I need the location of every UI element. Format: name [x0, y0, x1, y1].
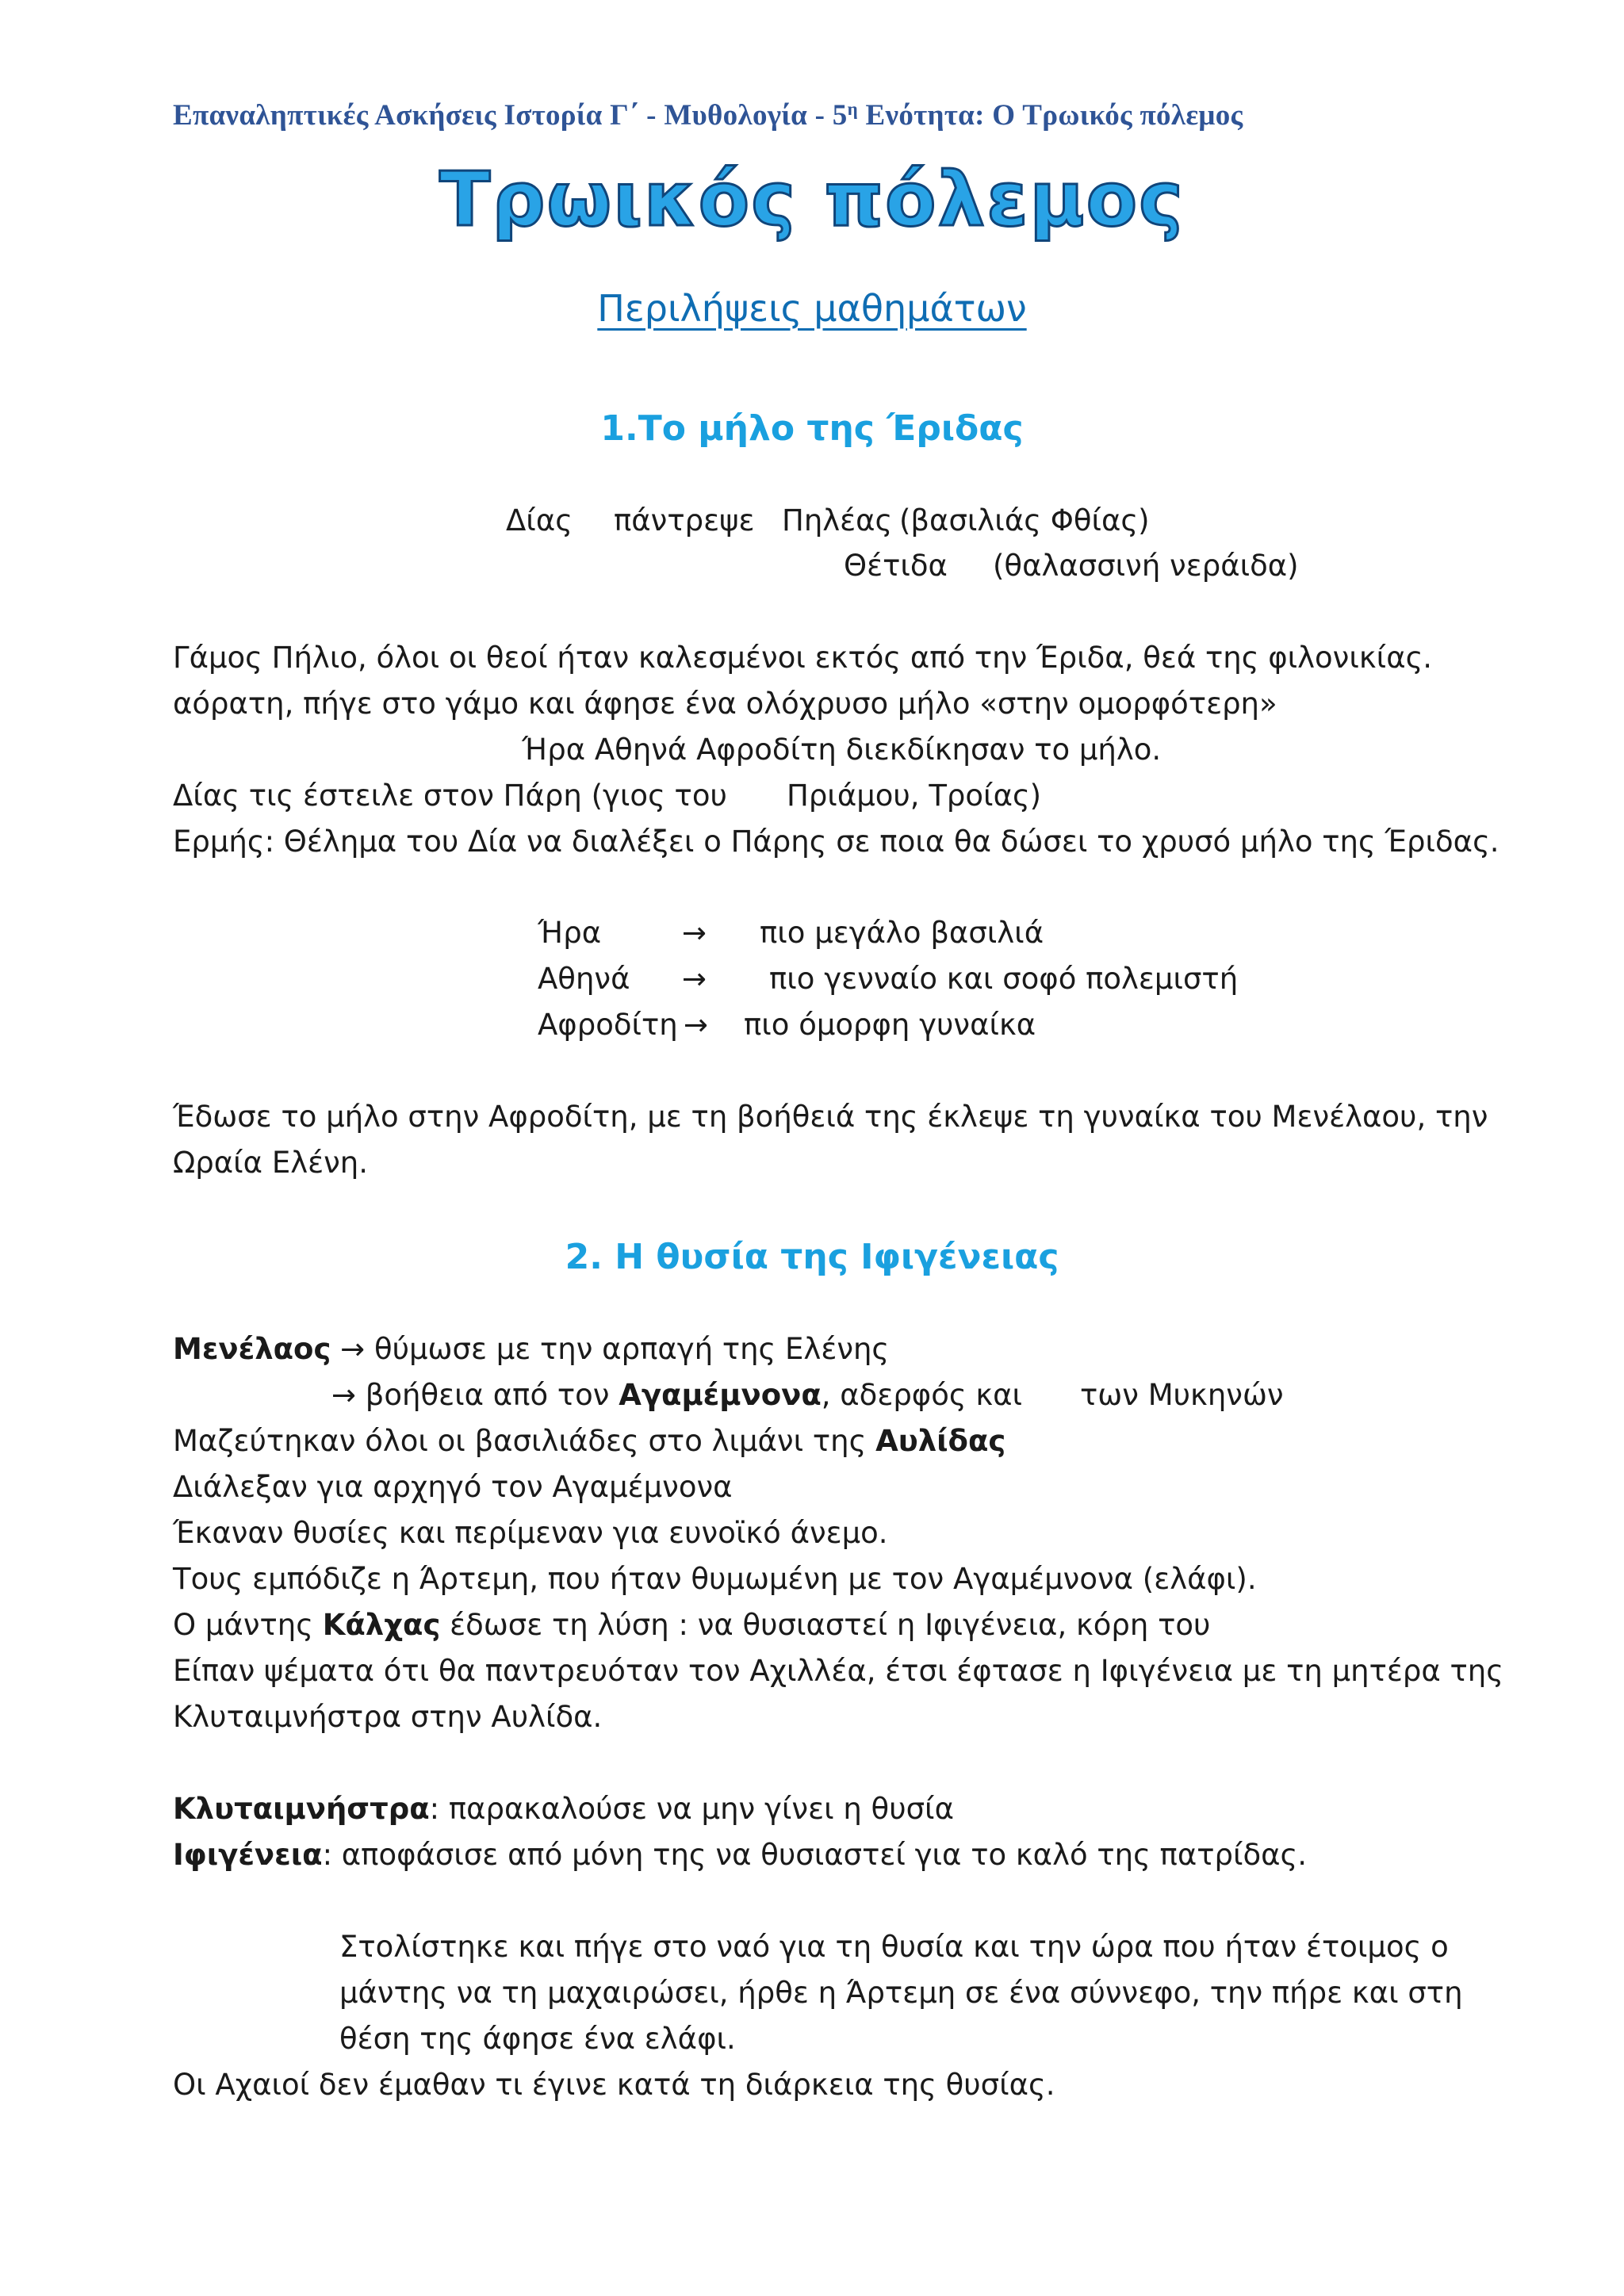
name-bold: Αυλίδας	[875, 1424, 1006, 1458]
offer-goddess: Ήρα	[538, 916, 602, 950]
text-line: Δίας τις έστειλε στον Πάρη (γιος του	[173, 779, 727, 813]
peleas-note: (βασιλιάς Φθίας)	[899, 503, 1150, 538]
text-line: Είπαν ψέματα ότι θα παντρευόταν τον Αχιλλέα, έτσι έφτασε η Ιφιγένεια με τη μητέρα της	[173, 1654, 1503, 1688]
text-fragment: Μαζεύτηκαν όλοι οι βασιλιάδες στο λιμάνι της	[173, 1424, 876, 1458]
text-line	[173, 1424, 1005, 1458]
thetis-label: Θέτιδα	[844, 549, 948, 583]
arrow-icon: →	[684, 1008, 709, 1042]
page-title: Τρωικός πόλεμος	[439, 157, 1185, 243]
offer-text: πιο μεγάλο βασιλιά	[760, 916, 1044, 950]
text-line: Έδωσε το μήλο στην Αφροδίτη, με τη βοήθειά της έκλεψε τη γυναίκα του Μενέλαου, την	[173, 1100, 1488, 1134]
arrow-icon: →	[340, 1332, 366, 1366]
text-line: Ερμής: Θέλημα του Δία να διαλέξει ο Πάρης σε ποια θα δώσει το χρυσό μήλο της Έριδας.	[173, 825, 1500, 859]
text-line: Ωραία Ελένη.	[173, 1146, 368, 1180]
name-bold: Κλυταιμνήστρα	[173, 1792, 430, 1826]
text-fragment: : αποφάσισε από μόνη της να θυσιαστεί για το καλό της πατρίδας.	[322, 1838, 1308, 1872]
header-superscript: η	[847, 99, 858, 119]
offer-text: πιο γενναίο και σοφό πολεμιστή	[769, 962, 1239, 996]
name-bold: Αγαμέμνονα	[619, 1378, 822, 1412]
text-line: Διάλεξαν για αρχηγό τον Αγαμέμνονα	[173, 1470, 733, 1504]
section1-heading: 1.Το μήλο της Έριδας	[600, 408, 1024, 449]
name-bold: Μενέλαος	[173, 1332, 331, 1366]
text-fragment: : παρακαλούσε να μην γίνει η θυσία	[429, 1792, 954, 1826]
text-line: των Μυκηνών	[1080, 1378, 1284, 1412]
thetis-note: (θαλασσινή νεράιδα)	[993, 549, 1299, 583]
name-bold: Ιφιγένεια	[173, 1838, 323, 1872]
name-bold: Κάλχας	[322, 1608, 441, 1642]
arrow-icon: →	[682, 916, 707, 950]
text-line: Τους εμπόδιζε η Άρτεμη, που ήταν θυμωμένη με τον Αγαμέμνονα (ελάφι).	[173, 1562, 1257, 1596]
text-line: αόρατη, πήγε στο γάμο και άφησε ένα ολόχρυσο μήλο «στην ομορφότερη»	[173, 687, 1277, 721]
text-fragment: , αδερφός και	[821, 1378, 1023, 1412]
section2-heading: 2. Η θυσία της Ιφιγένειας	[565, 1237, 1059, 1277]
text-line	[173, 1608, 1210, 1642]
text-line	[331, 1378, 1022, 1412]
text-line: Στολίστηκε και πήγε στο ναό για τη θυσία και την ώρα που ήταν έτοιμος ο	[339, 1930, 1449, 1964]
document-header	[173, 98, 1243, 132]
offer-goddess: Αφροδίτη	[538, 1008, 678, 1042]
text-line	[173, 1792, 954, 1826]
text-fragment: Ο μάντης	[173, 1608, 323, 1642]
text-line: Έκαναν θυσίες και περίμεναν για ευνοϊκό άνεμο.	[173, 1516, 888, 1550]
page-subtitle: Περιλήψεις μαθημάτων	[597, 287, 1027, 330]
arrow-icon: →	[682, 962, 707, 996]
header-text-tail: Ενότητα: Ο Τρωικός πόλεμος	[857, 99, 1243, 132]
header-text: Επαναληπτικές Ασκήσεις Ιστορία Γ΄ - Μυθολογία - 5	[173, 99, 848, 132]
text-line: Ήρα Αθηνά Αφροδίτη διεκδίκησαν το μήλο.	[522, 733, 1162, 767]
text-line	[173, 1332, 889, 1366]
text-line: Γάμος Πήλιο, όλοι οι θεοί ήταν καλεσμένοι εκτός από την Έριδα, θεά της φιλονικίας.	[173, 641, 1433, 675]
text-line	[173, 1838, 1307, 1872]
arrow-icon: →	[331, 1378, 357, 1412]
peleas-label: Πηλέας	[782, 503, 893, 538]
text-line: θέση της άφησε ένα ελάφι.	[339, 2022, 736, 2056]
text-line: μάντης να τη μαχαιρώσει, ήρθε η Άρτεμη σε ένα σύννεφο, την πήρε και στη	[339, 1976, 1463, 2010]
zeus-label: Δίας	[506, 503, 573, 538]
text-line: Πριάμου, Τροίας)	[787, 779, 1042, 813]
text-line: Κλυταιμνήστρα στην Αυλίδα.	[173, 1700, 603, 1734]
text-fragment: θύμωσε με την αρπαγή της Ελένης	[365, 1332, 890, 1366]
offer-goddess: Αθηνά	[538, 962, 630, 996]
text-fragment: βοήθεια από τον	[356, 1378, 619, 1412]
text-line: Οι Αχαιοί δεν έμαθαν τι έγινε κατά τη διάρκεια της θυσίας.	[173, 2068, 1055, 2102]
offer-text: πιο όμορφη γυναίκα	[744, 1008, 1036, 1042]
text-fragment: έδωσε τη λύση : να θυσιαστεί η Ιφιγένεια, κόρη του	[440, 1608, 1211, 1642]
married-label: πάντρεψε	[614, 503, 755, 538]
